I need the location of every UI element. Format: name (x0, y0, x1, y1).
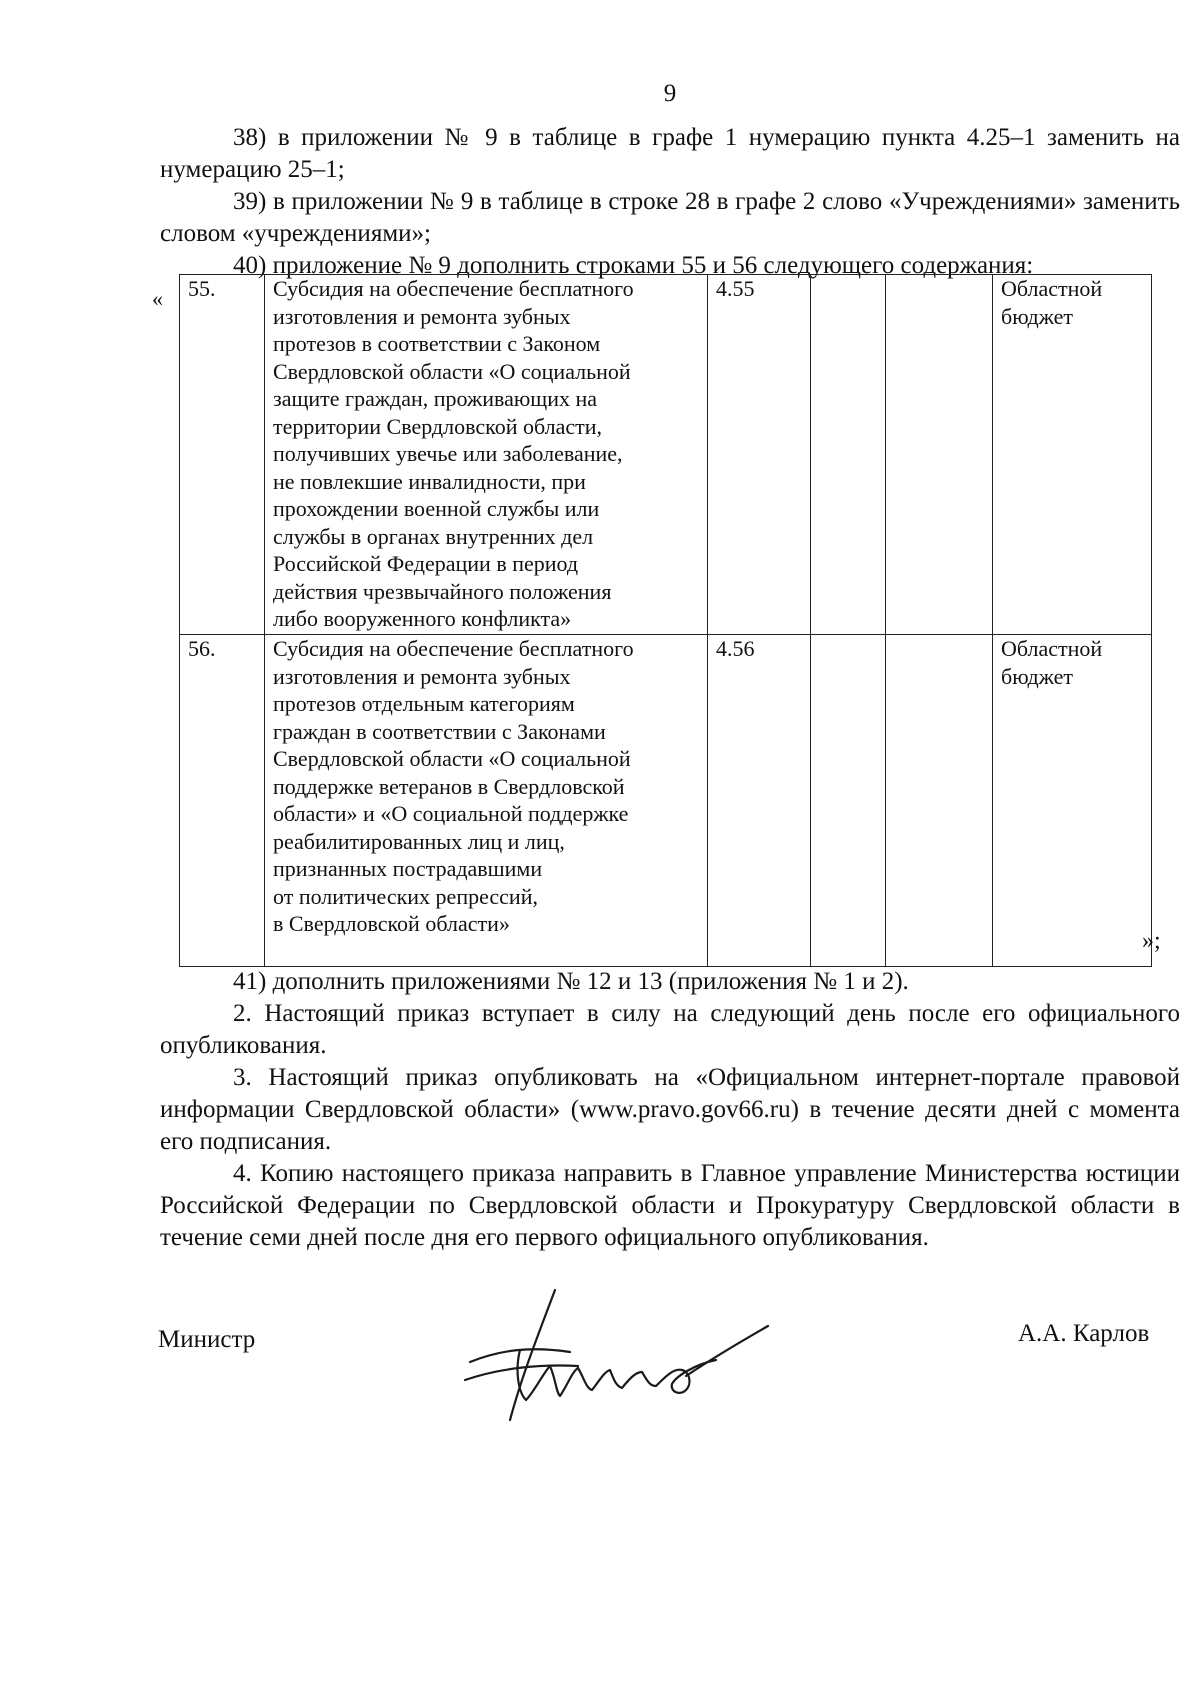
description-line: признанных пострадавшими (273, 856, 543, 881)
row-number-cell (180, 275, 265, 635)
row-code-cell (708, 275, 811, 635)
description-line: протезов в соответствии с Законом (273, 331, 601, 356)
description-line: реабилитированных лиц и лиц, (273, 828, 565, 854)
signatory-position: Министр (158, 1326, 256, 1353)
row-col5-cell (886, 275, 993, 635)
page-number: 9 (663, 80, 677, 107)
signature-block (0, 1280, 1200, 1460)
row-funding-source: Областной бюджет (1001, 276, 1103, 329)
description-line: Субсидия на обеспечение бесплатного (273, 276, 634, 301)
table-row (180, 275, 1152, 635)
handwritten-signature (460, 1280, 780, 1430)
row-code-cell (708, 635, 811, 967)
description-line: от политических репрессий, (273, 883, 538, 909)
row-funding-source: Областной бюджет (1001, 636, 1103, 689)
row-source-cell (993, 635, 1152, 967)
insert-table (179, 274, 1152, 967)
row-description-cell (265, 635, 708, 967)
row-col4-cell (811, 635, 886, 967)
row-source-cell (993, 275, 1152, 635)
paragraph-41: 41) дополнить приложениями № 12 и 13 (приложения № 1 и 2). (233, 968, 909, 995)
description-line: не повлекшие инвалидности, при (273, 468, 586, 494)
description-line: Свердловской области «О социальной (273, 746, 631, 771)
description-line: действия чрезвычайного положения (273, 578, 612, 604)
paragraph-39: 39) в приложении № 9 в таблице в строке 28 в графе 2 слово «Учреждениями» заменить словом «учреждениями»; (160, 188, 1180, 247)
row-number-cell (180, 635, 265, 967)
description-line: в Свердловской области» (273, 911, 510, 936)
description-line: территории Свердловской области, (273, 413, 603, 439)
row-col5-cell (886, 635, 993, 967)
description-line: Свердловской области «О социальной (273, 358, 631, 384)
description-line: службы в органах внутренних дел (273, 523, 594, 549)
row-code: 4.56 (716, 636, 755, 661)
signatory-name: А.А. Карлов (1018, 1320, 1150, 1347)
row-col4-cell (811, 275, 886, 635)
description-line: изготовления и ремонта зубных (273, 303, 571, 329)
description-line: области» и «О социальной поддержке (273, 801, 629, 826)
paragraphs-before (160, 122, 1180, 282)
description-line: Субсидия на обеспечение бесплатного (273, 636, 634, 661)
paragraph-40: 40) приложение № 9 дополнить строками 55 и 56 следующего содержания: (233, 252, 1034, 279)
paragraph-item-3: 3. Настоящий приказ опубликовать на «Официальном интернет-портале правовой информации Свердловской области» (www.pravo.gov66.ru) в течение десяти дней с момента его подписания. (160, 1064, 1180, 1155)
description-line: поддержке ветеранов в Свердловской (273, 773, 625, 799)
table-row (180, 635, 1152, 967)
table-quote-close: »; (1142, 928, 1161, 954)
description-line: Российской Федерации в период (273, 551, 579, 576)
description-line: защите граждан, проживающих на (273, 386, 598, 411)
paragraph-item-4: 4. Копию настоящего приказа направить в Главное управление Министерства юстиции Российской Федерации по Свердловской области и Прокуратуру Свердловской области в течение семи дней после дня его первого официального опубликования. (160, 1160, 1180, 1251)
paragraph-38: 38) в приложении № 9 в таблице в графе 1 нумерацию пункта 4.25–1 заменить на нумерацию 25–1; (160, 124, 1180, 183)
description-line: получивших увечье или заболевание, (273, 441, 623, 466)
row-number: 56. (188, 636, 216, 661)
table-quote-open: « (152, 286, 163, 311)
row-number: 55. (188, 276, 216, 301)
description-line: граждан в соответствии с Законами (273, 718, 606, 744)
paragraph-item-2: 2. Настоящий приказ вступает в силу на следующий день после его официального опубликования. (160, 1000, 1180, 1059)
description-line: протезов отдельным категориям (273, 691, 575, 716)
row-description-cell (265, 275, 708, 635)
paragraphs-after (160, 966, 1180, 1254)
description-line: изготовления и ремонта зубных (273, 663, 571, 689)
row-code: 4.55 (716, 276, 755, 301)
description-line: либо вооруженного конфликта» (273, 606, 572, 631)
description-line: прохождении военной службы или (273, 496, 600, 521)
